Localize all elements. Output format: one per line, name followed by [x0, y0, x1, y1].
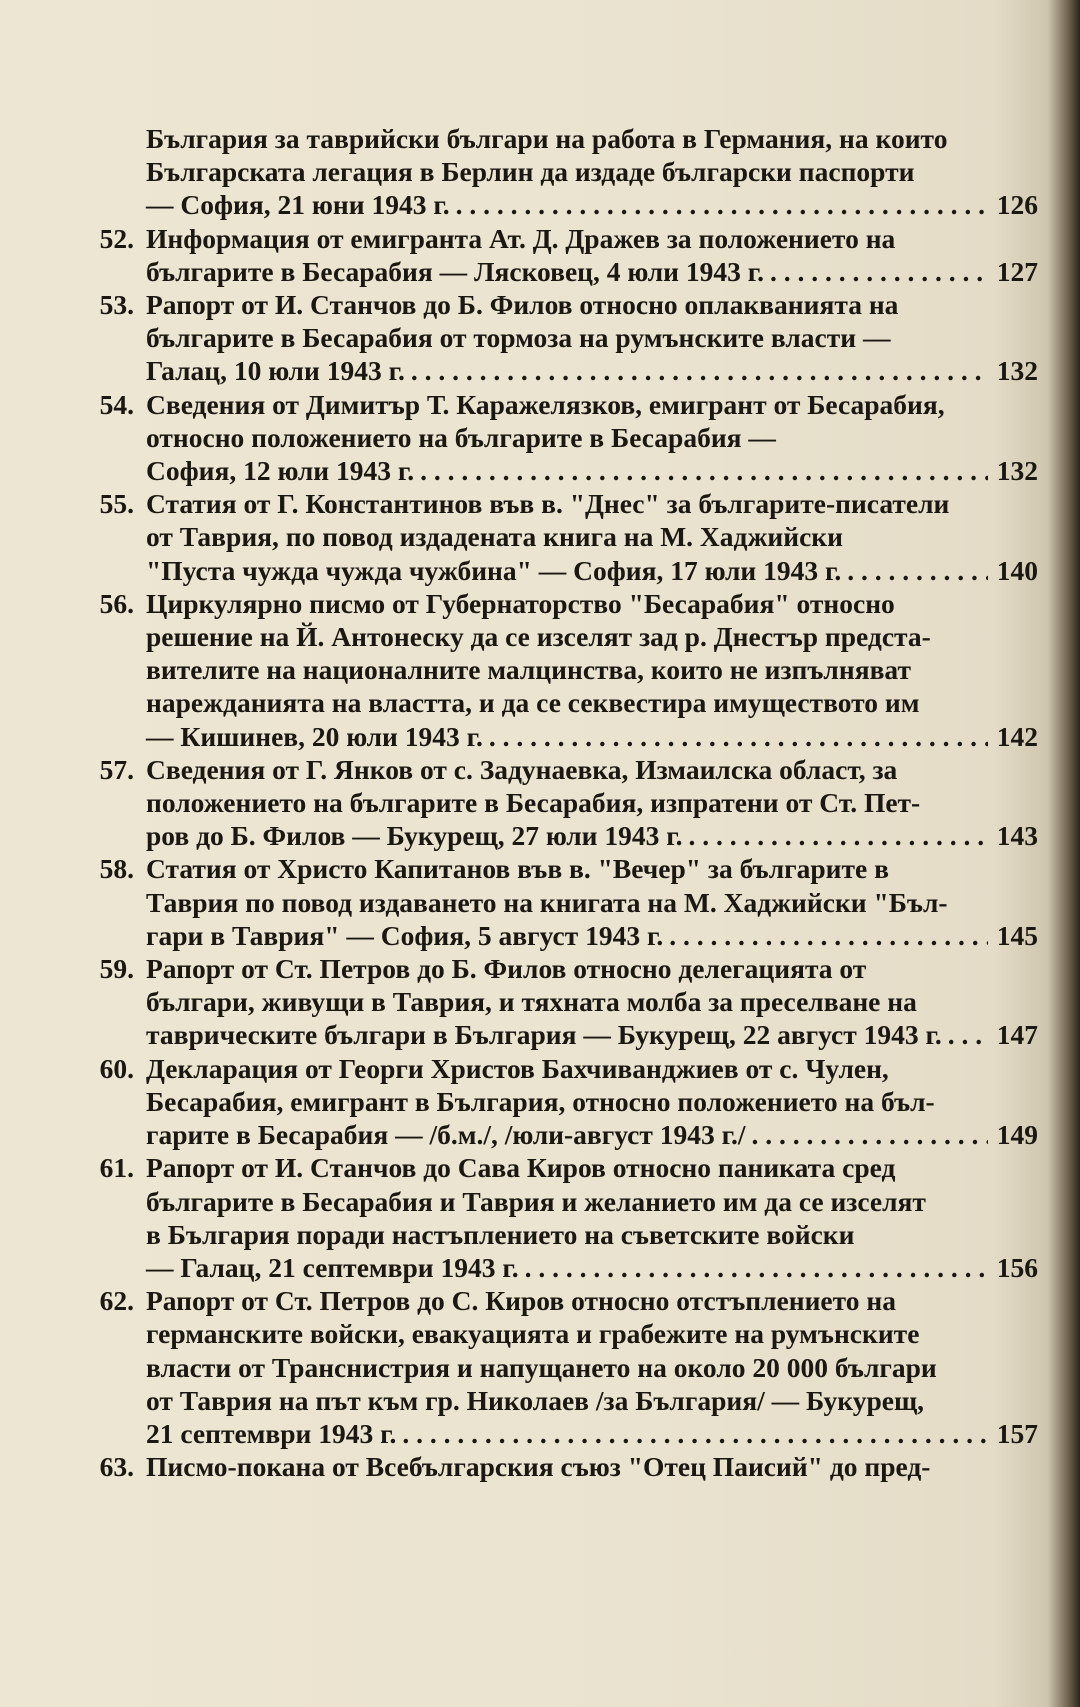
page-number: 143 [996, 820, 1038, 852]
entry-number: 55. [99, 488, 134, 520]
entry-text: Българската легация в Берлин да издаде български паспорти [146, 156, 915, 188]
entry-number: 61. [99, 1152, 134, 1184]
entry-line [146, 354, 1038, 387]
entry-text: от Таврия, по повод издадената книга на М. Хаджийски [146, 521, 843, 553]
dot-leader [770, 255, 988, 288]
entry-line [146, 421, 1038, 454]
entry-text: българите в Бесарабия и Таврия и желанието им да се изселят [146, 1185, 926, 1217]
entry-line [146, 720, 1038, 753]
entry-line [146, 886, 1038, 919]
entry-text: Сведения от Димитър Т. Каражелязков, емигрант от Бесарабия, [146, 388, 945, 420]
entry-text: положението на българите в Бесарабия, изпратени от Ст. Пет- [146, 787, 921, 819]
entry-line [146, 155, 1038, 188]
entry-line [146, 454, 1038, 487]
entry-text: — Кишинев, 20 юли 1943 г. [146, 720, 483, 752]
toc-entry [82, 1151, 1038, 1284]
entry-line [146, 753, 1038, 786]
entry-text: Галац, 10 юли 1943 г. [146, 355, 405, 387]
page-number: 142 [996, 720, 1038, 752]
entry-text: Статия от Г. Константинов във в. "Днес" за българите-писатели [146, 488, 950, 520]
entry-text: Рапорт от Ст. Петров до С. Киров относно отстъплението на [146, 1285, 896, 1317]
entry-number: 63. [99, 1451, 134, 1483]
entry-line [146, 952, 1038, 985]
entry-text: Циркулярно писмо от Губернаторство "Бесарабия" относно [146, 587, 895, 619]
entry-line [146, 520, 1038, 553]
entry-number: 62. [99, 1285, 134, 1317]
entry-number: 54. [99, 388, 134, 420]
entry-line [146, 1251, 1038, 1284]
entry-line [146, 1218, 1038, 1251]
entry-text: в България поради настъплението на съветските войски [146, 1218, 855, 1250]
entry-line [146, 1118, 1038, 1151]
toc-entry [82, 952, 1038, 1052]
entry-line [146, 288, 1038, 321]
entry-number: 58. [99, 853, 134, 885]
entry-text: власти от Транснистрия и напущането на около 20 000 българи [146, 1351, 937, 1383]
entry-number: 52. [99, 222, 134, 254]
entry-line [146, 786, 1038, 819]
entry-line [146, 255, 1038, 288]
entry-line [146, 1085, 1038, 1118]
entry-line [146, 919, 1038, 952]
toc-entry [82, 288, 1038, 388]
dot-leader [669, 919, 988, 952]
dot-leader [420, 454, 988, 487]
entry-line [146, 487, 1038, 520]
table-of-contents [82, 122, 1038, 1483]
entry-text: Писмо-покана от Всебългарския съюз "Отец Паисий" до пред- [146, 1451, 931, 1483]
dot-leader [456, 188, 988, 221]
entry-line [146, 1018, 1038, 1051]
toc-entry [82, 587, 1038, 753]
entry-text: от Таврия на път към гр. Николаев /за България/ — Букурещ, [146, 1384, 925, 1416]
toc-entry [82, 388, 1038, 488]
entry-text: Рапорт от И. Станчов до Сава Киров относно паниката сред [146, 1152, 896, 1184]
dot-leader [525, 1251, 988, 1284]
entry-text: Статия от Христо Капитанов във в. "Вечер" за българите в [146, 853, 889, 885]
entry-text: Рапорт от И. Станчов до Б. Филов относно оплакванията на [146, 289, 899, 321]
entry-line [146, 122, 1038, 155]
entry-text: българите в Бесарабия — Лясковец, 4 юли 1943 г. [146, 255, 765, 287]
page-number: 157 [996, 1417, 1038, 1449]
toc-entry [82, 753, 1038, 853]
entry-text: Рапорт от Ст. Петров до Б. Филов относно делегацията от [146, 953, 867, 985]
entry-text: "Пуста чужда чужда чужбина" — София, 17 юли 1943 г. [146, 554, 842, 586]
entry-line [146, 620, 1038, 653]
entry-text: ров до Б. Филов — Букурещ, 27 юли 1943 г. [146, 820, 683, 852]
entry-text: — Галац, 21 септември 1943 г. [146, 1251, 519, 1283]
dot-leader [689, 819, 988, 852]
entry-line [146, 1351, 1038, 1384]
dot-leader [411, 354, 988, 387]
dot-leader [752, 1118, 989, 1151]
entry-text: нарежданията на властта, и да се секвестира имуществото им [146, 687, 920, 719]
dot-leader [402, 1417, 988, 1450]
page-number: 140 [996, 554, 1038, 586]
entry-text: — София, 21 юни 1943 г. [146, 189, 450, 221]
toc-entry [82, 487, 1038, 587]
entry-number: 57. [99, 753, 134, 785]
entry-number: 60. [99, 1052, 134, 1084]
entry-line [146, 554, 1038, 587]
entry-line [146, 188, 1038, 221]
entry-line [146, 819, 1038, 852]
toc-entry [82, 122, 1038, 222]
page-number: 132 [996, 455, 1038, 487]
entry-text: германските войски, евакуацията и грабежите на румънските [146, 1318, 920, 1350]
dot-leader [847, 554, 988, 587]
entry-line [146, 985, 1038, 1018]
entry-text: българите в Бесарабия от тормоза на румънските власти — [146, 322, 891, 354]
entry-line [146, 1151, 1038, 1184]
entry-number: 53. [99, 289, 134, 321]
entry-line [146, 852, 1038, 885]
toc-entry [82, 1450, 1038, 1483]
entry-text: относно положението на българите в Бесарабия — [146, 421, 776, 453]
entry-text: Таврия по повод издаването на книгата на М. Хаджийски "Бъл- [146, 886, 948, 918]
page-number: 147 [996, 1019, 1038, 1051]
toc-entry [82, 1284, 1038, 1450]
entry-text: таврическите българи в България — Букурещ, 22 август 1943 г. [146, 1019, 942, 1051]
entry-line [146, 1384, 1038, 1417]
entry-text: българи, живущи в Таврия, и тяхната молба за преселване на [146, 986, 917, 1018]
entry-line [146, 1052, 1038, 1085]
toc-entry [82, 222, 1038, 288]
entry-line [146, 222, 1038, 255]
entry-line [146, 388, 1038, 421]
entry-text: гари в Таврия" — София, 5 август 1943 г. [146, 919, 664, 951]
toc-entry [82, 1052, 1038, 1152]
entry-text: решение на Й. Антонеску да се изселят зад р. Днестър предста- [146, 621, 931, 653]
toc-entry [82, 852, 1038, 952]
entry-line [146, 653, 1038, 686]
entry-number: 56. [99, 587, 134, 619]
page-number: 156 [996, 1251, 1038, 1283]
page-number: 149 [996, 1119, 1038, 1151]
entry-text: Информация от емигранта Ат. Д. Дражев за положението на [146, 222, 896, 254]
page-number: 145 [996, 919, 1038, 951]
page-number: 132 [996, 355, 1038, 387]
entry-text: вителите на националните малцинства, които не изпълняват [146, 654, 911, 686]
entry-line [146, 1284, 1038, 1317]
entry-text: Сведения от Г. Янков от с. Задунаевка, Измаилска област, за [146, 753, 898, 785]
entry-line [146, 1450, 1038, 1483]
entry-number: 59. [99, 953, 134, 985]
entry-text: София, 12 юли 1943 г. [146, 455, 415, 487]
entry-line [146, 1417, 1038, 1450]
page-number: 127 [996, 255, 1038, 287]
entry-text: Бесарабия, емигрант в България, относно положението на бъл- [146, 1085, 935, 1117]
entry-text: България за таврийски българи на работа в Германия, на които [146, 123, 948, 154]
entry-line [146, 1317, 1038, 1350]
entry-line [146, 587, 1038, 620]
entry-text: Декларация от Георги Христов Бахчиванджиев от с. Чулен, [146, 1052, 889, 1084]
entry-line [146, 686, 1038, 719]
page-number: 126 [996, 189, 1038, 221]
entry-line [146, 1185, 1038, 1218]
entry-line [146, 321, 1038, 354]
dot-leader [948, 1018, 988, 1051]
dot-leader [489, 720, 988, 753]
entry-text: 21 септември 1943 г. [146, 1417, 397, 1449]
entry-text: гарите в Бесарабия — /б.м./, /юли-август 1943 г./ [146, 1119, 746, 1151]
